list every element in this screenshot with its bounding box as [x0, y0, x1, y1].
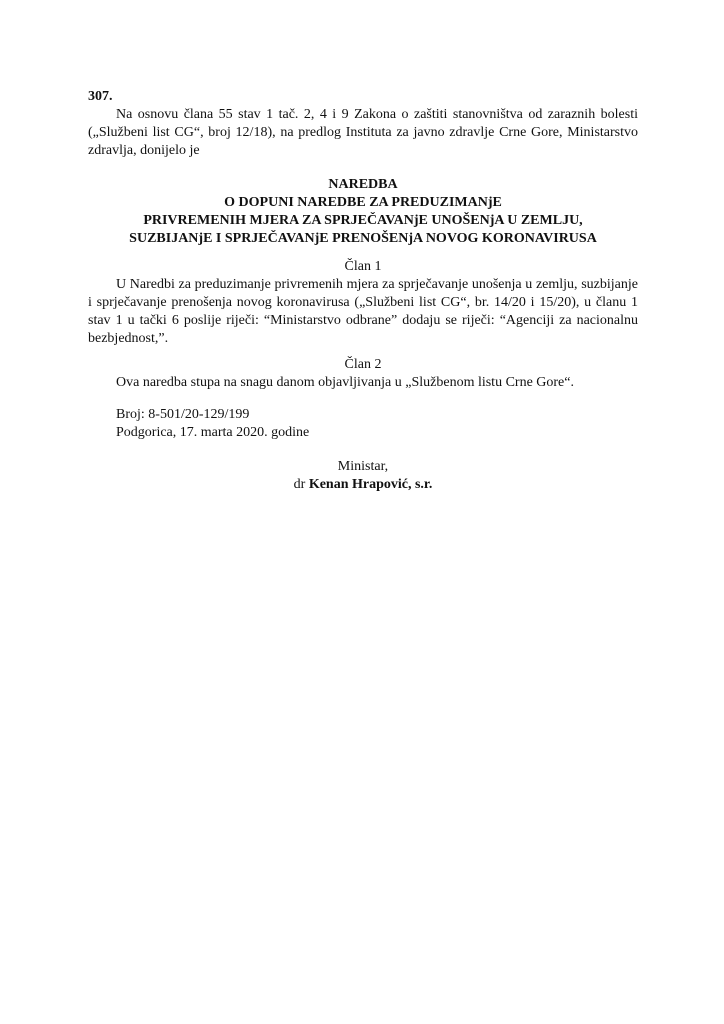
article-1-text: U Naredbi za preduzimanje privremenih mjera za sprječavanje unošenja u zemlju, suzbijanje i sprječavanje prenošenja novog koronavirusa („Službeni list CG“, br. 14/20 i 15/20), u članu 1 stav 1 u tački 6 poslije riječi: “Ministarstvo odbrane” dodaju se riječi: “Agenciji za nacionalnu bezbjednost,”. [88, 277, 638, 346]
title-line: NAREDBA [328, 177, 398, 192]
intro-paragraph: Na osnovu člana 55 stav 1 tač. 2, 4 i 9 Zakona o zaštiti stanovništva od zaraznih bolesti („Službeni list CG“, broj 12/18), na predlog Instituta za javno zdravlje Crne Gore, Ministarstvo zdravlja, donijelo je [88, 107, 638, 158]
document-number: 307. [88, 89, 113, 104]
title-line: SUZBIJANjE I SPRJEČAVANjE PRENOŠENjA NOVOG KORONAVIRUSA [129, 231, 597, 246]
article-2-text: Ova naredba stupa na snagu danom objavljivanja u „Službenom listu Crne Gore“. [116, 375, 574, 390]
signature-name: Kenan Hrapović, s.r. [308, 477, 433, 492]
title-line: O DOPUNI NAREDBE ZA PREDUZIMANjE [224, 195, 502, 210]
article-1-heading: Član 1 [344, 259, 382, 274]
reference-number: Broj: 8-501/20-129/199 [116, 407, 250, 422]
signature-prefix: dr [293, 477, 309, 492]
document-meta [88, 406, 638, 442]
order-title [88, 176, 638, 248]
title-line: PRIVREMENIH MJERA ZA SPRJEČAVANjE UNOŠENjA U ZEMLJU, [143, 213, 583, 228]
place-date: Podgorica, 17. marta 2020. godine [116, 425, 310, 440]
signature-name-line [88, 476, 638, 494]
signature-block [88, 458, 638, 494]
article-2-heading: Član 2 [344, 357, 382, 372]
document-content [88, 88, 638, 494]
signature-role: Ministar, [337, 459, 389, 474]
